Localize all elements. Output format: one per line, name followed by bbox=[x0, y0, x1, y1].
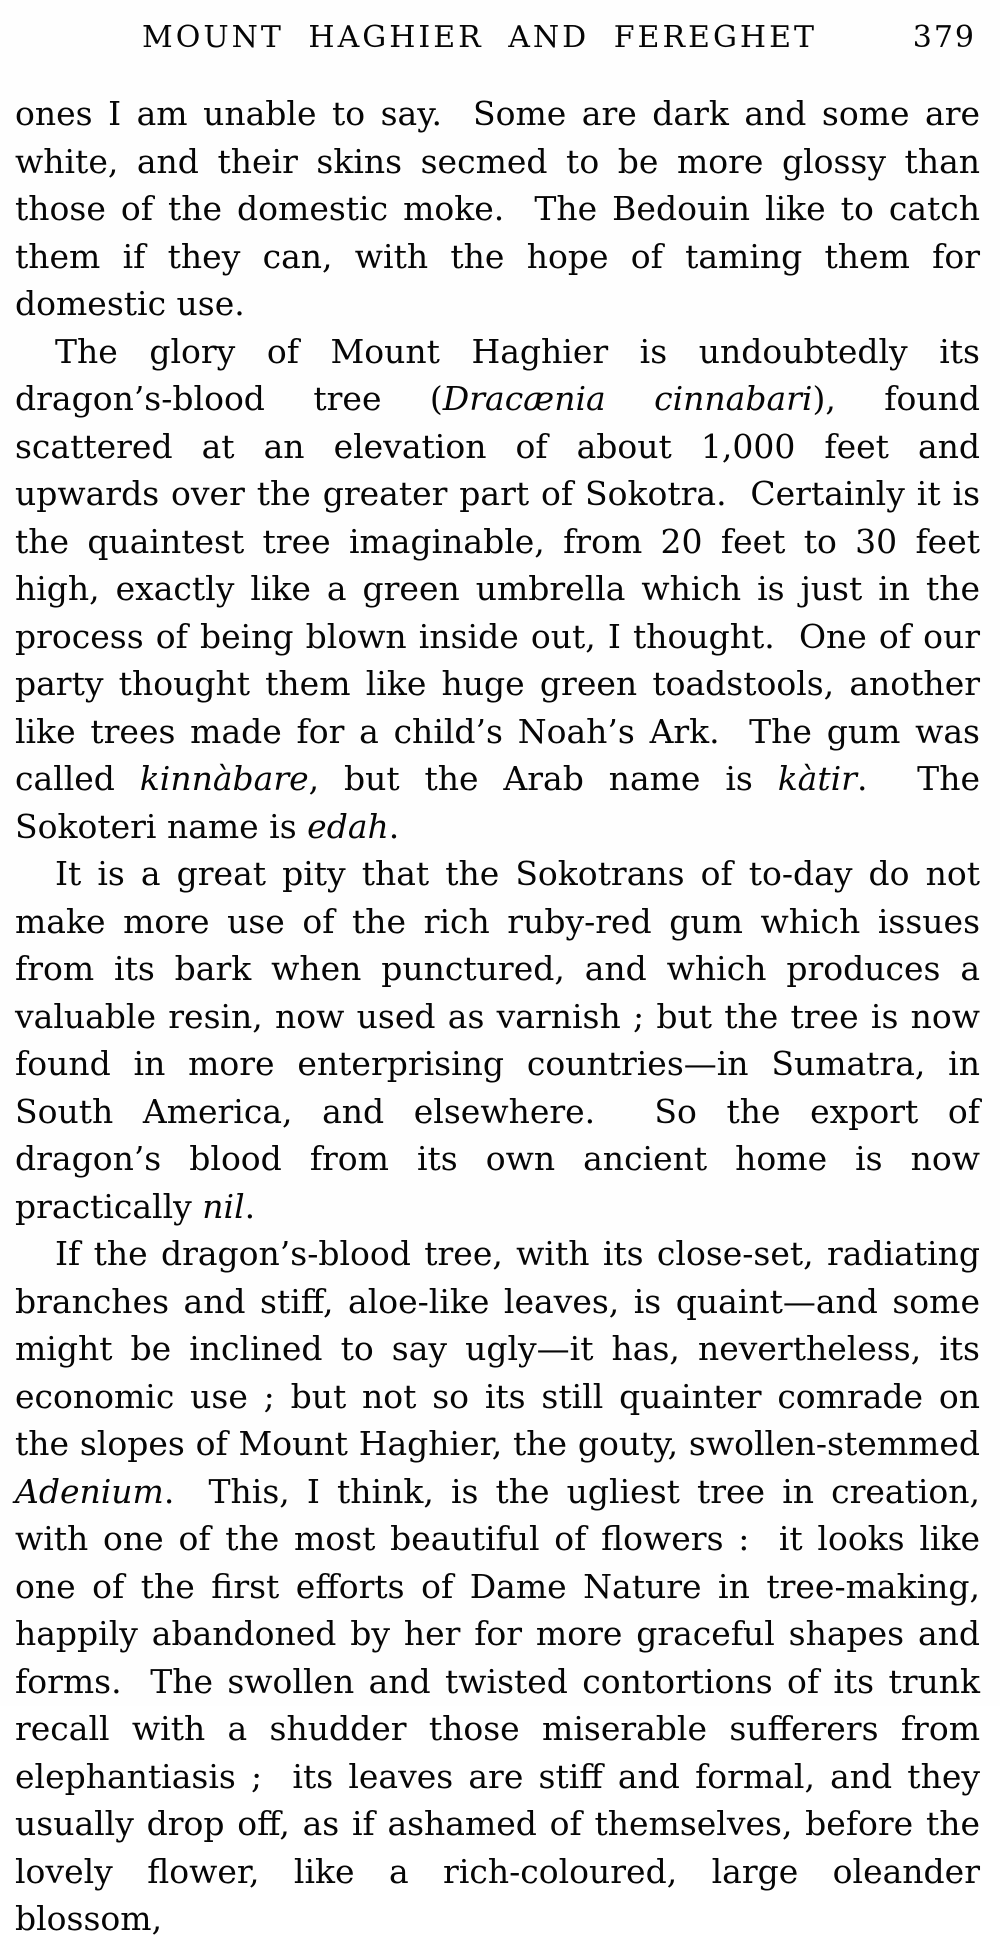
italic-text-run: Adenium bbox=[15, 1471, 164, 1511]
text-run: It is a great pity that the Sokotrans of to-day do not make more use of the rich ruby-red gum which issues from its bark when punctured, and which produces a valuable resin, now used as varnish ; but the tree is now found in more enterprising countries—in Sumatra, in South America, and elsewhere. So the export of dragon’s blood from its own ancient home is now practically bbox=[15, 854, 980, 1226]
paragraph-3 bbox=[15, 850, 980, 1230]
italic-text-run: nil bbox=[202, 1186, 245, 1226]
italic-text-run: edah bbox=[307, 806, 389, 846]
page-number: 379 bbox=[912, 20, 976, 55]
paragraph-2 bbox=[15, 328, 980, 851]
text-run: . bbox=[244, 1186, 256, 1226]
text-run: If the dragon’s-blood tree, with its close-set, radiating branches and stiff, aloe-like leaves, is quaint—and some might be inclined to say ugly—it has, nevertheless, its economic use ; but not so its still quainter comrade on the slopes of Mount Haghier, the gouty, swollen-stemmed bbox=[15, 1234, 980, 1463]
italic-text-run: kinnàbare bbox=[139, 759, 309, 798]
text-run: The glory of Mount Haghier is undoubtedly its dragon’s-blood tree ( bbox=[15, 331, 980, 418]
italic-text-run: kàtir bbox=[777, 759, 857, 798]
paragraph-4 bbox=[15, 1230, 980, 1943]
page-body bbox=[15, 90, 980, 1943]
text-run: . bbox=[388, 806, 400, 846]
text-run: , but the Arab name is bbox=[308, 759, 778, 798]
text-run: . The Sokoteri name is bbox=[15, 759, 980, 846]
running-header bbox=[15, 18, 980, 62]
italic-text-run: Dracænia cinnabari bbox=[442, 379, 813, 418]
text-run: ), found scattered at an elevation of about 1,000 feet and upwards over the greater part of Sokotra. Certainly it is the quaintest tree imaginable, from 20 feet to 30 feet high, exactly like a green umbrella which is just in the process of being blown inside out, I thought. One of our party thought them like huge green toadstools, another like trees made for a child’s Noah’s Ark. The gum was called bbox=[15, 379, 980, 798]
page-title: MOUNT HAGHIER AND FEREGHET bbox=[142, 20, 817, 55]
text-run: . This, I think, is the ugliest tree in creation, with one of the most beautiful of flowers : it looks like one of the first efforts of Dame Nature in tree-making, happily abandoned by her for more graceful shapes and forms. The swollen and twisted contortions of its trunk recall with a shudder those miserable sufferers from elephantiasis ; its leaves are stiff and formal, and they usually drop off, as if ashamed of themselves, before the lovely flower, like a rich-coloured, large oleander blossom, bbox=[15, 1471, 980, 1938]
text-run: ones I am unable to say. Some are dark and some are white, and their skins secmed to be more glossy than those of the domestic moke. The Bedouin like to catch them if they can, with the hope of taming them for domestic use. bbox=[15, 94, 980, 323]
paragraph-1 bbox=[15, 90, 980, 328]
